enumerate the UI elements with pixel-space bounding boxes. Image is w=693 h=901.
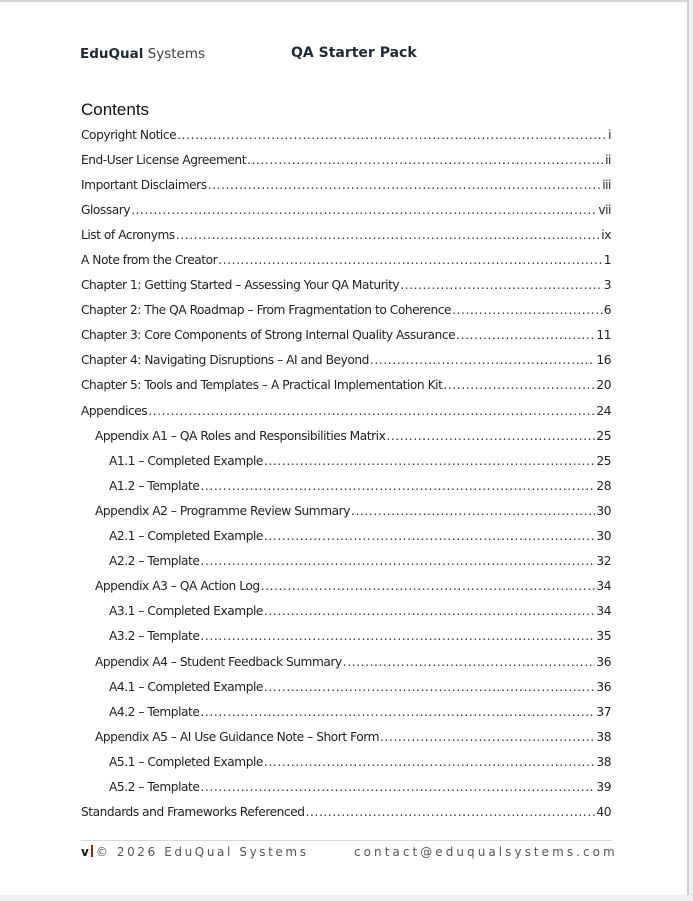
toc-entry-page: ix [601,227,611,242]
toc-entry[interactable] [81,448,611,473]
brand-name-light: Systems [147,46,205,62]
toc-entry[interactable] [81,222,611,247]
toc-entry[interactable] [81,147,611,172]
toc-entry-title: List of Acronyms [81,227,175,242]
toc-entry-page: i [608,127,611,142]
toc-dot-leader [351,504,595,518]
toc-entry-title: A1.2 – Template [109,478,200,493]
table-of-contents [81,122,611,825]
toc-entry-title: Chapter 3: Core Components of Strong Internal Quality Assurance [81,328,456,343]
toc-entry-title: Appendix A2 – Programme Review Summary [95,503,350,518]
toc-dot-leader [456,328,595,342]
toc-entry-page: 25 [596,453,611,468]
toc-entry-title: A Note from the Creator [81,253,218,268]
toc-dot-leader [218,253,603,267]
footer-page-number: v [81,845,89,859]
toc-entry[interactable] [81,473,611,498]
toc-dot-leader [148,404,595,418]
toc-entry-title: Chapter 5: Tools and Templates – A Practical Implementation Kit [81,378,443,393]
toc-entry-page: 11 [596,328,611,343]
toc-entry-page: 35 [596,629,611,644]
toc-entry-title: A5.1 – Completed Example [109,754,263,769]
toc-entry-page: 25 [596,428,611,443]
toc-entry[interactable] [81,649,611,674]
toc-entry-title: A3.1 – Completed Example [109,604,263,619]
toc-entry-page: 38 [596,729,611,744]
toc-entry-page: 30 [596,503,611,518]
toc-entry-title: Appendix A5 – AI Use Guidance Note – Short Form [95,729,380,744]
toc-dot-leader [386,429,595,443]
toc-entry[interactable] [81,800,611,825]
toc-entry-title: Standards and Frameworks Referenced [81,805,305,820]
brand-name-bold: EduQual [80,46,144,62]
toc-entry-page: 37 [596,704,611,719]
toc-entry[interactable] [81,574,611,599]
brand-logo [80,46,205,62]
toc-entry-page: 16 [596,353,611,368]
toc-dot-leader [261,579,596,593]
toc-entry[interactable] [81,247,611,272]
toc-dot-leader [443,378,595,392]
toc-entry-page: 28 [596,478,611,493]
footer-divider [81,840,612,841]
toc-dot-leader [208,178,602,192]
toc-entry-title: Important Disclaimers [81,177,207,192]
toc-entry[interactable] [81,273,611,298]
footer-separator-bar [91,845,93,857]
toc-dot-leader [264,529,595,543]
toc-dot-leader [400,278,603,292]
toc-entry-title: A4.1 – Completed Example [109,679,263,694]
toc-entry-page: 39 [596,779,611,794]
toc-entry-title: A2.1 – Completed Example [109,529,263,544]
toc-dot-leader [343,655,596,669]
toc-entry-title: A4.2 – Template [109,704,200,719]
toc-entry-page: 24 [596,403,611,418]
toc-dot-leader [200,629,595,643]
toc-entry-title: Chapter 2: The QA Roadmap – From Fragmentation to Coherence [81,303,452,318]
toc-entry[interactable] [81,699,611,724]
toc-entry-title: A2.2 – Template [109,554,200,569]
toc-entry[interactable] [81,373,611,398]
toc-dot-leader [370,353,595,367]
toc-entry-page: 20 [596,378,611,393]
toc-entry-title: A1.1 – Completed Example [109,453,263,468]
toc-entry-page: 30 [596,529,611,544]
contents-heading: Contents [81,100,150,119]
toc-entry[interactable] [81,674,611,699]
toc-entry[interactable] [81,423,611,448]
footer-email-link[interactable]: contact@eduqualsystems.com [354,845,618,859]
toc-entry[interactable] [81,197,611,222]
toc-dot-leader [452,303,603,317]
toc-entry-title: Appendices [81,403,148,418]
toc-entry[interactable] [81,749,611,774]
toc-dot-leader [264,680,595,694]
toc-dot-leader [306,805,596,819]
toc-entry-page: 32 [596,554,611,569]
toc-dot-leader [200,479,595,493]
toc-entry-page: 34 [596,579,611,594]
toc-entry[interactable] [81,724,611,749]
toc-dot-leader [264,454,595,468]
footer-copyright: © 2026 EduQual Systems [95,845,309,859]
toc-entry-title: Appendix A1 – QA Roles and Responsibilities Matrix [95,428,386,443]
toc-entry-page: 36 [596,679,611,694]
page-footer [81,845,618,859]
toc-entry-title: End-User License Agreement [81,152,247,167]
toc-entry-page: 1 [603,253,611,268]
toc-entry-page: ii [605,152,611,167]
toc-entry-title: A5.2 – Template [109,779,200,794]
toc-entry[interactable] [81,599,611,624]
toc-entry-title: A3.2 – Template [109,629,200,644]
toc-entry-title: Chapter 4: Navigating Disruptions – AI and Beyond [81,353,369,368]
toc-entry[interactable] [81,398,611,423]
toc-entry-page: vii [598,202,611,217]
toc-entry[interactable] [81,524,611,549]
toc-dot-leader [264,604,595,618]
toc-entry-page: 3 [603,278,611,293]
toc-entry[interactable] [81,323,611,348]
toc-entry[interactable] [81,498,611,523]
toc-entry-page: iii [602,177,611,192]
toc-entry-page: 6 [603,303,611,318]
toc-entry[interactable] [81,774,611,799]
toc-dot-leader [247,153,604,167]
toc-dot-leader [200,705,595,719]
toc-dot-leader [264,755,595,769]
toc-entry-title: Appendix A4 – Student Feedback Summary [95,654,342,669]
toc-entry[interactable] [81,549,611,574]
toc-entry-title: Copyright Notice [81,127,177,142]
toc-entry-page: 38 [596,754,611,769]
toc-entry-title: Chapter 1: Getting Started – Assessing Your QA Maturity [81,278,400,293]
toc-entry-page: 40 [596,805,611,820]
toc-entry[interactable] [81,348,611,373]
toc-dot-leader [380,730,595,744]
toc-entry-page: 34 [596,604,611,619]
toc-entry[interactable] [81,624,611,649]
toc-entry[interactable] [81,122,611,147]
toc-entry[interactable] [81,298,611,323]
toc-dot-leader [176,228,601,242]
toc-entry-page: 36 [596,654,611,669]
toc-dot-leader [200,780,595,794]
document-title: QA Starter Pack [291,45,417,61]
toc-dot-leader [177,128,607,142]
toc-entry-title: Glossary [81,202,131,217]
toc-dot-leader [200,554,595,568]
toc-dot-leader [131,203,597,217]
toc-entry[interactable] [81,172,611,197]
toc-entry-title: Appendix A3 – QA Action Log [95,579,260,594]
